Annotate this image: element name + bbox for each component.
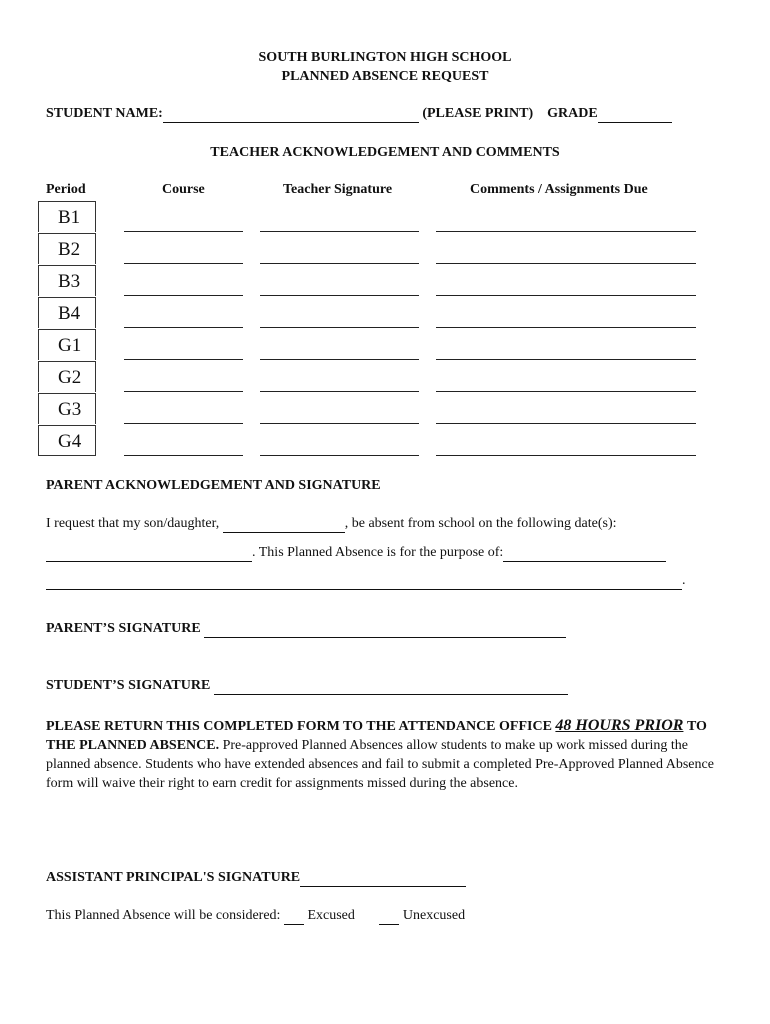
teacher-signature-field[interactable]	[260, 359, 419, 360]
notice-48-hours: 48 HOURS PRIOR	[555, 717, 684, 734]
request-text-b: , be absent from school on the following date(s):	[344, 516, 617, 531]
col-course: Course	[162, 182, 205, 197]
notice-bold-continued: THE PLANNED ABSENCE.	[46, 738, 220, 753]
excused-label: Excused	[307, 908, 355, 923]
consider-label: This Planned Absence will be considered:	[46, 908, 281, 923]
comments-field[interactable]	[436, 359, 696, 360]
grade-label: GRADE	[547, 106, 598, 121]
consideration-row	[46, 908, 465, 925]
purpose-field-continued[interactable]	[46, 573, 682, 590]
purpose-field[interactable]	[503, 545, 666, 562]
comments-field[interactable]	[436, 295, 696, 296]
period-cell: B3	[38, 265, 96, 296]
comments-field[interactable]	[436, 327, 696, 328]
teacher-signature-field[interactable]	[260, 231, 419, 232]
parent-section-heading: PARENT ACKNOWLEDGEMENT AND SIGNATURE	[46, 478, 381, 493]
dates-field[interactable]	[46, 545, 252, 562]
request-line	[46, 516, 617, 533]
grade-field[interactable]	[598, 106, 672, 123]
student-signature-label: STUDENT’S SIGNATURE	[46, 678, 211, 693]
ap-signature-label: ASSISTANT PRINCIPAL'S SIGNATURE	[46, 870, 301, 885]
comments-field[interactable]	[436, 231, 696, 232]
teacher-signature-field[interactable]	[260, 263, 419, 264]
teacher-signature-field[interactable]	[260, 295, 419, 296]
request-text-a: I request that my son/daughter,	[46, 516, 220, 531]
period-cell: G2	[38, 361, 96, 392]
comments-field[interactable]	[436, 263, 696, 264]
student-signature-row	[46, 678, 568, 695]
print-note: (PLEASE PRINT)	[422, 106, 534, 121]
form-title: PLANNED ABSENCE REQUEST	[281, 69, 489, 84]
parent-signature-row	[46, 621, 566, 638]
teacher-signature-field[interactable]	[260, 455, 419, 456]
teacher-signature-field[interactable]	[260, 327, 419, 328]
col-period: Period	[46, 182, 86, 197]
ap-signature-row	[46, 870, 466, 887]
purpose-line	[46, 545, 666, 562]
teacher-section-heading: TEACHER ACKNOWLEDGEMENT AND COMMENTS	[210, 145, 560, 160]
period-cell: G3	[38, 393, 96, 424]
notice-lead-end: TO	[686, 719, 707, 734]
student-name-row	[46, 106, 672, 123]
comments-field[interactable]	[436, 391, 696, 392]
comments-field[interactable]	[436, 455, 696, 456]
col-teacher-signature: Teacher Signature	[283, 182, 393, 197]
purpose-continued-line	[46, 573, 686, 590]
purpose-end: .	[682, 573, 686, 588]
school-name: SOUTH BURLINGTON HIGH SCHOOL	[258, 50, 512, 65]
period-cell: G4	[38, 425, 96, 456]
comments-field[interactable]	[436, 423, 696, 424]
student-name-field[interactable]	[163, 106, 419, 123]
student-name-label: STUDENT NAME:	[46, 106, 163, 121]
course-field[interactable]	[124, 391, 243, 392]
teacher-signature-field[interactable]	[260, 391, 419, 392]
period-cell: B4	[38, 297, 96, 328]
excused-checkbox[interactable]	[284, 908, 304, 925]
student-signature-field[interactable]	[214, 678, 568, 695]
notice-body: Pre-approved Planned Absences allow students to make up work missed during the planned absence. Students who have extended absences and fail to submit a completed Pre-Approved Planned Absence form will waive their right to earn credit for assignments missed during the absence.	[46, 738, 714, 791]
return-notice	[46, 716, 726, 793]
teacher-signature-field[interactable]	[260, 423, 419, 424]
unexcused-label: Unexcused	[402, 908, 466, 923]
period-cell: B1	[38, 201, 96, 232]
course-field[interactable]	[124, 327, 243, 328]
course-field[interactable]	[124, 455, 243, 456]
period-cell: G1	[38, 329, 96, 360]
son-daughter-field[interactable]	[223, 516, 345, 533]
col-comments: Comments / Assignments Due	[470, 182, 648, 197]
ap-signature-field[interactable]	[300, 870, 466, 887]
parent-signature-field[interactable]	[204, 621, 566, 638]
course-field[interactable]	[124, 263, 243, 264]
notice-lead: PLEASE RETURN THIS COMPLETED FORM TO THE ATTENDANCE OFFICE	[46, 719, 552, 734]
parent-signature-label: PARENT’S SIGNATURE	[46, 621, 201, 636]
course-field[interactable]	[124, 295, 243, 296]
course-field[interactable]	[124, 423, 243, 424]
unexcused-checkbox[interactable]	[379, 908, 399, 925]
course-field[interactable]	[124, 231, 243, 232]
period-cell: B2	[38, 233, 96, 264]
purpose-text: . This Planned Absence is for the purpose of:	[252, 545, 504, 560]
course-field[interactable]	[124, 359, 243, 360]
